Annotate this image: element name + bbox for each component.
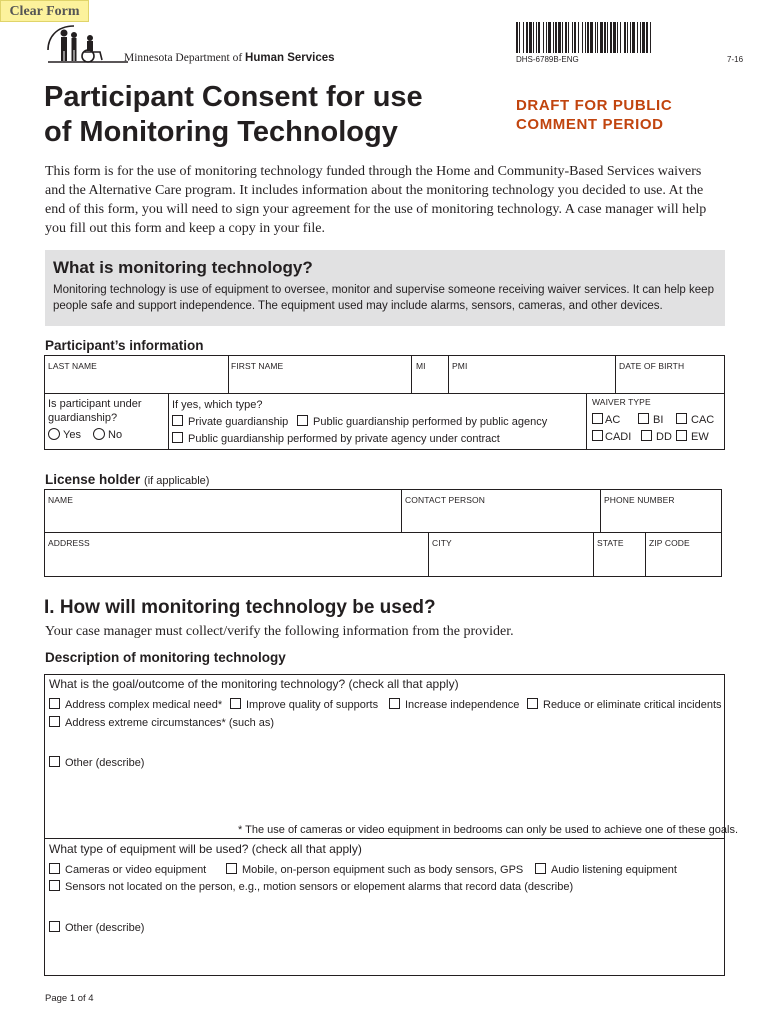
goal-extreme-circumstances[interactable]: Address extreme circumstances* (such as) — [49, 715, 274, 731]
contact-person-field[interactable]: CONTACT PERSON — [405, 495, 485, 505]
waiver-dd[interactable]: DD — [641, 429, 672, 445]
barcode — [516, 22, 747, 53]
clear-form-button[interactable]: Clear Form — [0, 0, 89, 22]
goal-improve-quality[interactable]: Improve quality of supports — [230, 697, 378, 713]
checkbox[interactable] — [527, 698, 538, 709]
waiver-bi[interactable]: BI — [638, 412, 663, 428]
license-holder-heading: License holder (if applicable) — [45, 472, 210, 487]
what-is-text: Monitoring technology is use of equipment to oversee, monitor and supervise someone receiving waiver services. It can help keep people safe and support independence. The equipment used may include alarms, sensors, cameras, and other devices. — [53, 284, 714, 312]
mi-field[interactable]: MI — [416, 361, 426, 371]
goal-other[interactable]: Other (describe) — [49, 755, 144, 771]
section-1-heading: I. How will monitoring technology be used? — [44, 597, 436, 618]
checkbox[interactable] — [297, 415, 308, 426]
address-field[interactable]: ADDRESS — [48, 538, 90, 548]
checkbox[interactable] — [226, 863, 237, 874]
checkbox[interactable] — [592, 430, 603, 441]
city-field[interactable]: CITY — [432, 538, 452, 548]
last-name-field[interactable]: LAST NAME — [48, 361, 97, 371]
checkbox[interactable] — [49, 756, 60, 767]
checkbox[interactable] — [49, 863, 60, 874]
department-name: Minnesota Department of Human Services — [124, 52, 335, 64]
yes-radio[interactable] — [48, 428, 60, 440]
draft-notice: DRAFT FOR PUBLIC COMMENT PERIOD — [516, 97, 673, 133]
checkbox[interactable] — [230, 698, 241, 709]
dob-field[interactable]: DATE OF BIRTH — [619, 361, 685, 371]
public-by-private-option[interactable]: Public guardianship performed by private agency under contract — [172, 431, 500, 447]
public-by-public-option[interactable]: Public guardianship performed by public agency — [297, 414, 547, 430]
checkbox[interactable] — [172, 415, 183, 426]
equip-other[interactable]: Other (describe) — [49, 920, 144, 936]
equipment-question: What type of equipment will be used? (check all that apply) — [49, 842, 362, 856]
page-number: Page 1 of 4 — [45, 993, 94, 1004]
goal-complex-medical[interactable]: Address complex medical need* — [49, 697, 222, 713]
equip-sensors[interactable]: Sensors not located on the person, e.g., motion sensors or elopement alarms that record data (describe) — [49, 879, 573, 895]
waiver-cadi[interactable]: CADI — [592, 429, 631, 445]
zip-field[interactable]: ZIP CODE — [649, 538, 690, 548]
no-radio[interactable] — [93, 428, 105, 440]
waiver-cac[interactable]: CAC — [676, 412, 714, 428]
checkbox[interactable] — [592, 413, 603, 424]
equip-mobile[interactable]: Mobile, on-person equipment such as body sensors, GPS — [226, 862, 523, 878]
description-heading: Description of monitoring technology — [45, 650, 286, 665]
checkbox[interactable] — [49, 880, 60, 891]
waiver-ac[interactable]: AC — [592, 412, 620, 428]
checkbox[interactable] — [641, 430, 652, 441]
equip-audio[interactable]: Audio listening equipment — [535, 862, 677, 878]
checkbox[interactable] — [389, 698, 400, 709]
goal-reduce-incidents[interactable]: Reduce or eliminate critical incidents — [527, 697, 722, 713]
form-date: 7-16 — [727, 55, 744, 64]
pmi-field[interactable]: PMI — [452, 361, 468, 371]
checkbox[interactable] — [638, 413, 649, 424]
page-title: Participant Consent for use of Monitoring Technology — [44, 81, 423, 148]
goal-question: What is the goal/outcome of the monitoring technology? (check all that apply) — [49, 677, 459, 691]
if-yes-label: If yes, which type? — [172, 399, 263, 411]
waiver-type-label: WAIVER TYPE — [592, 397, 651, 407]
phone-field[interactable]: PHONE NUMBER — [604, 495, 675, 505]
goal-increase-independence[interactable]: Increase independence — [389, 697, 519, 713]
checkbox[interactable] — [49, 698, 60, 709]
checkbox[interactable] — [49, 716, 60, 727]
guardianship-no[interactable]: No — [93, 427, 122, 443]
guardianship-yes[interactable]: Yes — [48, 427, 81, 443]
footnote: * The use of cameras or video equipment in bedrooms can only be used to achieve one of these goals. — [238, 824, 738, 836]
form-number: DHS-6789B-ENG — [516, 55, 579, 64]
equip-cameras[interactable]: Cameras or video equipment — [49, 862, 206, 878]
dhs-logo-icon — [44, 24, 130, 66]
participant-heading: Participant’s information — [45, 338, 204, 353]
checkbox[interactable] — [676, 430, 687, 441]
waiver-ew[interactable]: EW — [676, 429, 709, 445]
license-name-field[interactable]: NAME — [48, 495, 73, 505]
private-guardianship-option[interactable]: Private guardianship — [172, 414, 288, 430]
first-name-field[interactable]: FIRST NAME — [231, 361, 284, 371]
what-is-heading: What is monitoring technology? — [53, 258, 313, 277]
state-field[interactable]: STATE — [597, 538, 624, 548]
checkbox[interactable] — [676, 413, 687, 424]
section-1-subtext: Your case manager must collect/verify the following information from the provider. — [45, 624, 514, 639]
checkbox[interactable] — [49, 921, 60, 932]
guardianship-question: Is participant under guardianship? — [48, 398, 142, 424]
checkbox[interactable] — [535, 863, 546, 874]
checkbox[interactable] — [172, 432, 183, 443]
intro-paragraph: This form is for the use of monitoring technology funded through the Home and Community-Based Services waivers and the Alternative Care program. It includes information about the monitoring technology you decided to use. At the end of this form, you will need to sign your agreement for the use of monitoring technology. A case manager will help you fill out this form and keep a copy in your file. — [45, 164, 707, 236]
